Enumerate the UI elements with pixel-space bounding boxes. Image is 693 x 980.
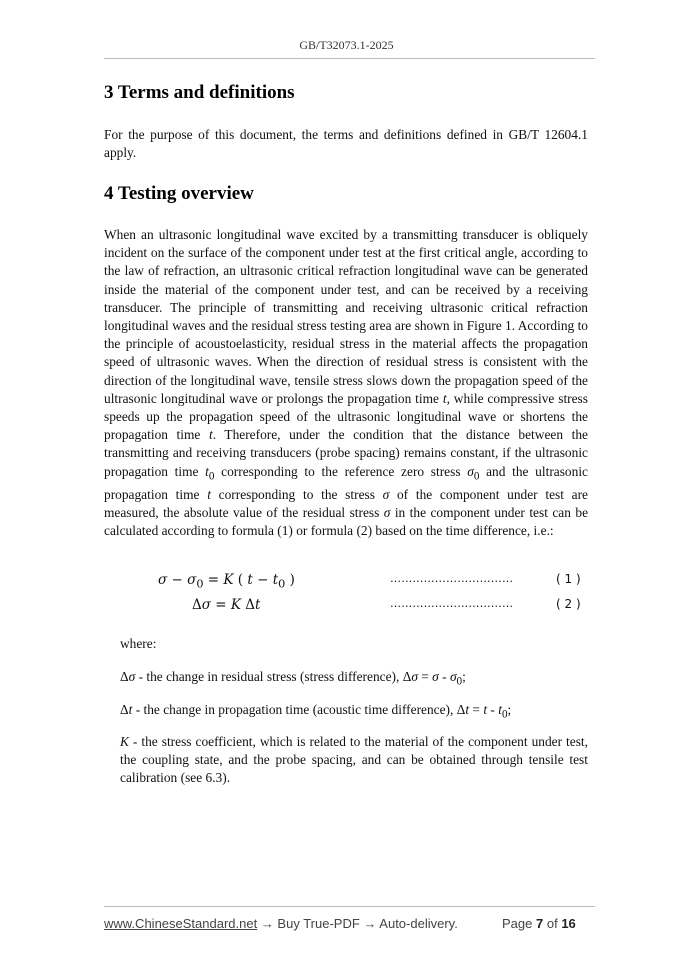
of-label: of — [546, 916, 558, 931]
definition-delta-sigma: Δσ - the change in residual stress (stress difference), $\Delta\sigma = \sigma - \sigma_0$; — [120, 669, 466, 688]
footer-source — [104, 916, 458, 931]
formula-1 — [0, 572, 693, 592]
formula-2-expression: Δσ = K Δt — [192, 597, 261, 613]
total-pages: 16 — [561, 916, 576, 931]
section-4-paragraph: When an ultrasonic longitudinal wave excited by a transmitting transducer is obliquely incident on the surface of the component under test at the first critical angle, according to the law of refraction, an ultrasonic critical refraction longitudinal wave can be generated inside the material of the component under test, and can be received by a receiving transducer. The principle of transmitting and receiving ultrasonic critical refraction longitudinal waves and the residual stress testing area are shown in Figure 1. According to the principle of acoustoelasticity, residual stress in the material affects the propagation speed of ultrasonic waves. When the direction of residual stress is consistent with the direction of the longitudinal wave, tensile stress slows down the propagation speed of the ultrasonic longitudinal wave or prolongs the propagation time t, while compressive stress speeds up the propagation speed of the ultrasonic longitudinal wave or shortens the propagation time t. Therefore, under the condition that the distance between the transmitting and receiving transducers (probe spacing) remains constant, if the ultrasonic propagation time $t_0$ corresponding to the reference zero stress $\sigma_0$ and the ultrasonic propagation time t corresponding to the stress σ of the component under test are measured, the absolute value of the residual stress σ in the component under test can be calculated according to formula (1) or formula (2) based on the time difference, i.e.: — [104, 227, 589, 538]
where-label: where: — [120, 636, 157, 651]
site-link[interactable]: www.ChineseStandard.net — [104, 916, 258, 931]
footer-divider — [104, 906, 595, 907]
section-4-heading: 4 Testing overview — [104, 183, 254, 204]
header-divider — [104, 58, 595, 59]
formula-2 — [0, 597, 693, 617]
page-number: 7 — [536, 916, 544, 931]
definition-k: K - the stress coefficient, which is related to the material of the component under test, the coupling state, and the probe spacing, and can be obtained through tensile test calibration (see 6.3). — [120, 734, 588, 786]
formula-1-number: ( 1 ) — [556, 572, 581, 586]
formula-2-leader: …………………………… — [390, 597, 514, 610]
page-indicator — [502, 916, 576, 931]
formula-2-number: ( 2 ) — [556, 597, 581, 611]
section-3-paragraph: For the purpose of this document, the terms and definitions defined in GB/T 12604.1 apply. — [104, 127, 588, 161]
document-id-header: GB/T32073.1-2025 — [299, 38, 394, 52]
formula-1-expression: $\sigma - \sigma_0 = K$ ( $t - t_0$ ) — [158, 572, 295, 591]
definition-delta-t: Δt - the change in propagation time (acoustic time difference), $\Delta t = t - t_0$; — [120, 702, 512, 721]
page-label: Page — [502, 916, 533, 931]
footer-tagline: → Buy True-PDF → Auto-delivery. — [257, 916, 458, 931]
formula-1-leader: …………………………… — [390, 572, 514, 585]
section-3-heading: 3 Terms and definitions — [104, 82, 295, 103]
